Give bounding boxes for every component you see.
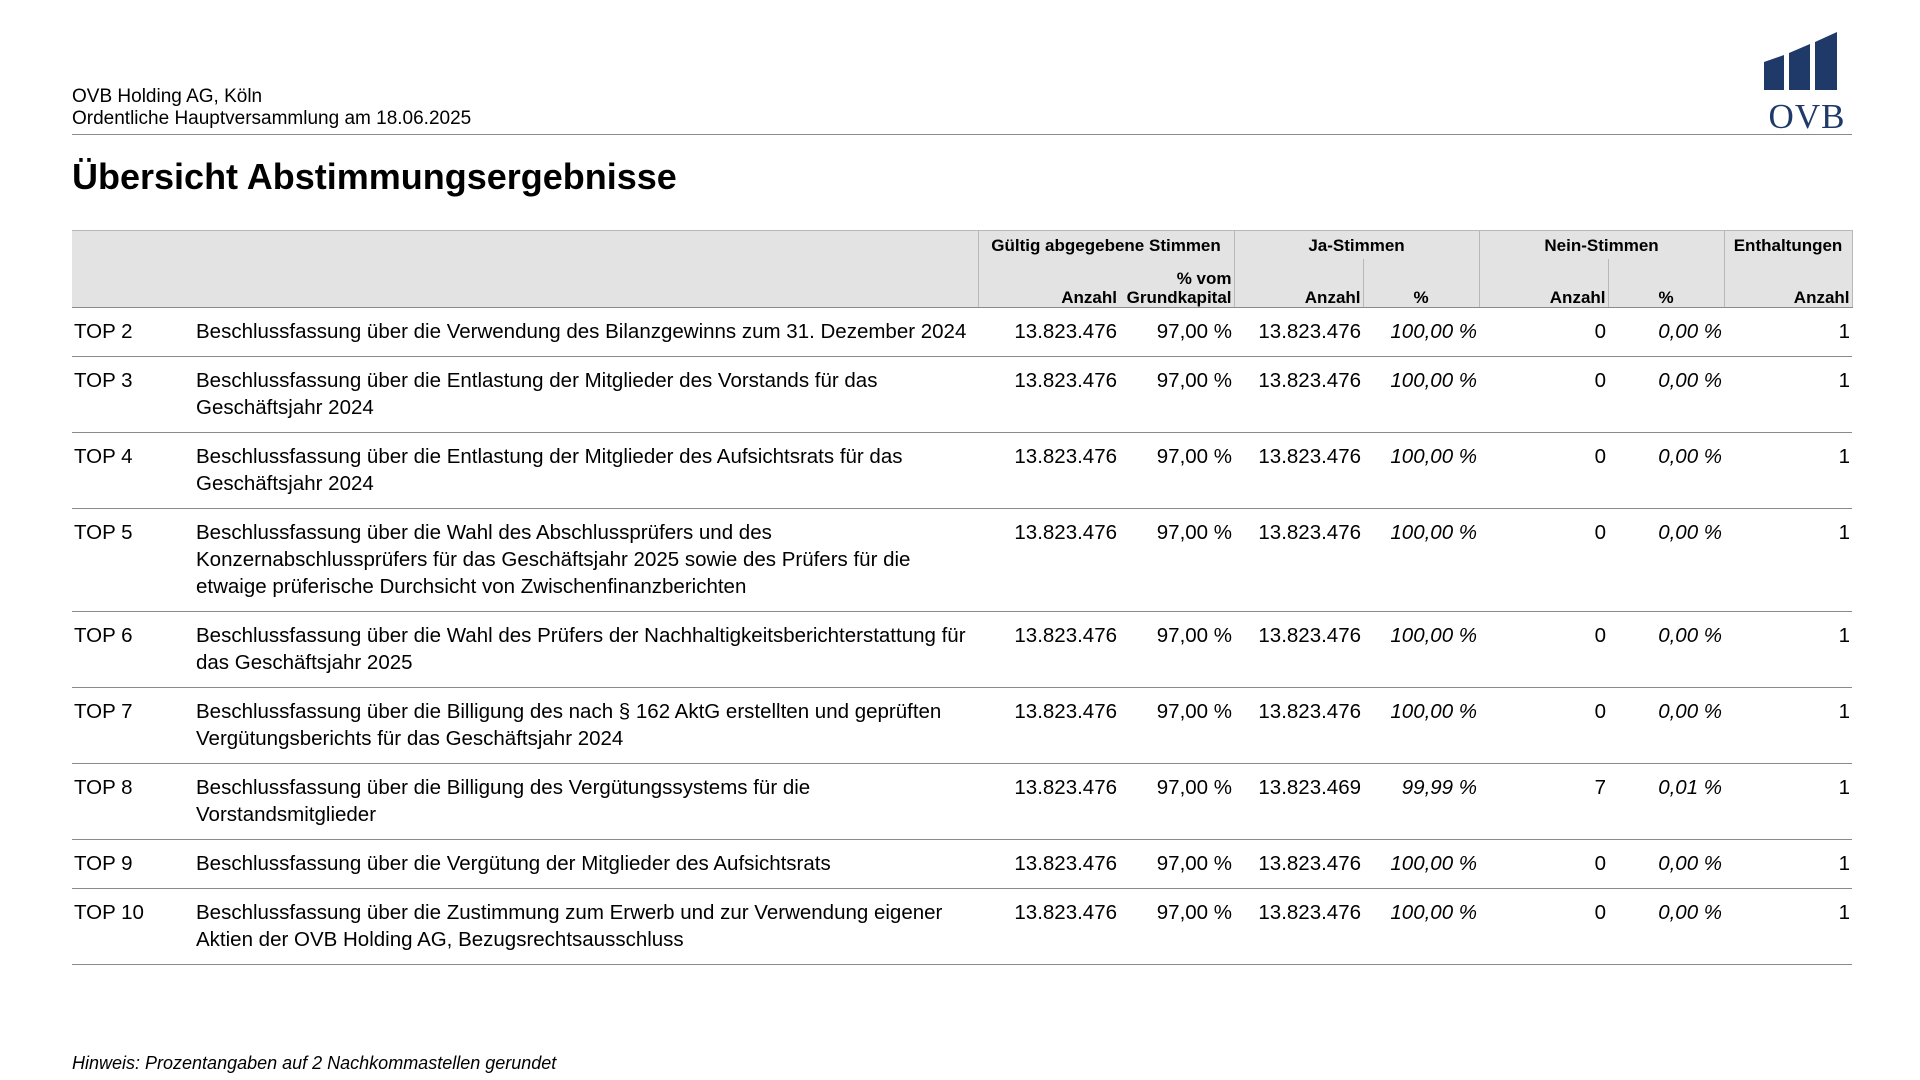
header-yes-count: Anzahl xyxy=(1234,259,1363,308)
yes-votes-count: 13.823.476 xyxy=(1234,357,1363,433)
header-valid-count: Anzahl xyxy=(978,259,1119,308)
valid-votes-count: 13.823.476 xyxy=(978,764,1119,840)
header-yes-votes: Ja-Stimmen xyxy=(1234,231,1479,260)
valid-votes-count: 13.823.476 xyxy=(978,688,1119,764)
rounding-note: Hinweis: Prozentangaben auf 2 Nachkommastellen gerundet xyxy=(72,1053,557,1073)
header-valid-votes: Gültig abgegebene Stimmen xyxy=(978,231,1234,260)
yes-votes-pct: 100,00 % xyxy=(1363,612,1479,688)
no-votes-count: 0 xyxy=(1479,840,1608,889)
header-blank xyxy=(194,259,978,308)
valid-votes-count: 13.823.476 xyxy=(978,357,1119,433)
agenda-item-description: Beschlussfassung über die Entlastung der Mitglieder des Vorstands für das Geschäftsjahr 2024 xyxy=(194,357,978,433)
yes-votes-pct: 100,00 % xyxy=(1363,509,1479,612)
valid-votes-pct-capital: 97,00 % xyxy=(1119,612,1234,688)
no-votes-pct: 0,01 % xyxy=(1608,764,1724,840)
header-no-votes: Nein-Stimmen xyxy=(1479,231,1724,260)
valid-votes-pct-capital: 97,00 % xyxy=(1119,889,1234,965)
header-yes-pct: % xyxy=(1363,259,1479,308)
header-no-pct: % xyxy=(1608,259,1724,308)
table-row xyxy=(72,509,1852,612)
results-body xyxy=(72,308,1852,965)
valid-votes-count: 13.823.476 xyxy=(978,889,1119,965)
company-name: OVB Holding AG, Köln xyxy=(72,86,263,107)
header-valid-pct-capital: % vom Grundkapital xyxy=(1119,259,1234,308)
agenda-item-description: Beschlussfassung über die Wahl des Prüfers der Nachhaltigkeitsberichterstattung für das Geschäftsjahr 2025 xyxy=(194,612,978,688)
abstentions-count: 1 xyxy=(1724,509,1852,612)
document-page xyxy=(72,0,1852,1080)
ovb-logo xyxy=(1762,28,1852,132)
no-votes-count: 0 xyxy=(1479,433,1608,509)
yes-votes-pct: 100,00 % xyxy=(1363,889,1479,965)
agenda-item-description: Beschlussfassung über die Billigung des nach § 162 AktG erstellten und geprüften Vergütungsberichts für das Geschäftsjahr 2024 xyxy=(194,688,978,764)
valid-votes-count: 13.823.476 xyxy=(978,433,1119,509)
yes-votes-pct: 100,00 % xyxy=(1363,433,1479,509)
yes-votes-pct: 100,00 % xyxy=(1363,688,1479,764)
table-row xyxy=(72,889,1852,965)
abstentions-count: 1 xyxy=(1724,764,1852,840)
valid-votes-pct-capital: 97,00 % xyxy=(1119,357,1234,433)
abstentions-count: 1 xyxy=(1724,840,1852,889)
agenda-item-description: Beschlussfassung über die Wahl des Abschlussprüfers und des Konzernabschlussprüfers für das Geschäftsjahr 2025 sowie des Prüfers für die etwaige prüferische Durchsicht von Zwischenfinanzberichten xyxy=(194,509,978,612)
table-row xyxy=(72,764,1852,840)
no-votes-count: 0 xyxy=(1479,889,1608,965)
yes-votes-count: 13.823.476 xyxy=(1234,889,1363,965)
no-votes-count: 0 xyxy=(1479,688,1608,764)
agenda-item-description: Beschlussfassung über die Zustimmung zum Erwerb und zur Verwendung eigener Aktien der OVB Holding AG, Bezugsrechtsausschluss xyxy=(194,889,978,965)
table-row xyxy=(72,840,1852,889)
valid-votes-pct-capital: 97,00 % xyxy=(1119,840,1234,889)
header-blank xyxy=(72,231,194,260)
header-row-sub xyxy=(72,259,1852,308)
valid-votes-count: 13.823.476 xyxy=(978,509,1119,612)
valid-votes-pct-capital: 97,00 % xyxy=(1119,764,1234,840)
voting-results-table xyxy=(72,230,1853,965)
no-votes-pct: 0,00 % xyxy=(1608,612,1724,688)
no-votes-count: 0 xyxy=(1479,357,1608,433)
valid-votes-count: 13.823.476 xyxy=(978,612,1119,688)
yes-votes-count: 13.823.476 xyxy=(1234,433,1363,509)
meeting-date: Ordentliche Hauptversammlung am 18.06.2025 xyxy=(72,108,472,129)
no-votes-pct: 0,00 % xyxy=(1608,308,1724,357)
yes-votes-count: 13.823.476 xyxy=(1234,612,1363,688)
page-title: Übersicht Abstimmungsergebnisse xyxy=(72,156,677,197)
no-votes-count: 0 xyxy=(1479,612,1608,688)
header-blank xyxy=(194,231,978,260)
agenda-item-number: TOP 8 xyxy=(72,764,194,840)
yes-votes-count: 13.823.476 xyxy=(1234,509,1363,612)
valid-votes-pct-capital: 97,00 % xyxy=(1119,688,1234,764)
valid-votes-count: 13.823.476 xyxy=(978,308,1119,357)
agenda-item-number: TOP 2 xyxy=(72,308,194,357)
header-abstain-count: Anzahl xyxy=(1724,259,1852,308)
abstentions-count: 1 xyxy=(1724,688,1852,764)
agenda-item-description: Beschlussfassung über die Verwendung des Bilanzgewinns zum 31. Dezember 2024 xyxy=(194,308,978,357)
abstentions-count: 1 xyxy=(1724,357,1852,433)
logo-text: OVB xyxy=(1768,97,1846,132)
no-votes-pct: 0,00 % xyxy=(1608,840,1724,889)
yes-votes-pct: 99,99 % xyxy=(1363,764,1479,840)
agenda-item-description: Beschlussfassung über die Vergütung der Mitglieder des Aufsichtsrats xyxy=(194,840,978,889)
table-row xyxy=(72,688,1852,764)
agenda-item-description: Beschlussfassung über die Billigung des Vergütungssystems für die Vorstandsmitglieder xyxy=(194,764,978,840)
no-votes-count: 0 xyxy=(1479,509,1608,612)
no-votes-pct: 0,00 % xyxy=(1608,433,1724,509)
no-votes-pct: 0,00 % xyxy=(1608,509,1724,612)
table-row xyxy=(72,433,1852,509)
abstentions-count: 1 xyxy=(1724,889,1852,965)
no-votes-count: 0 xyxy=(1479,308,1608,357)
abstentions-count: 1 xyxy=(1724,308,1852,357)
no-votes-pct: 0,00 % xyxy=(1608,688,1724,764)
yes-votes-pct: 100,00 % xyxy=(1363,308,1479,357)
header-row-groups xyxy=(72,231,1852,260)
agenda-item-number: TOP 10 xyxy=(72,889,194,965)
agenda-item-number: TOP 9 xyxy=(72,840,194,889)
yes-votes-count: 13.823.476 xyxy=(1234,308,1363,357)
valid-votes-count: 13.823.476 xyxy=(978,840,1119,889)
agenda-item-number: TOP 5 xyxy=(72,509,194,612)
valid-votes-pct-capital: 97,00 % xyxy=(1119,308,1234,357)
yes-votes-pct: 100,00 % xyxy=(1363,840,1479,889)
abstentions-count: 1 xyxy=(1724,433,1852,509)
no-votes-pct: 0,00 % xyxy=(1608,889,1724,965)
header-blank xyxy=(72,259,194,308)
no-votes-count: 7 xyxy=(1479,764,1608,840)
agenda-item-number: TOP 3 xyxy=(72,357,194,433)
no-votes-pct: 0,00 % xyxy=(1608,357,1724,433)
valid-votes-pct-capital: 97,00 % xyxy=(1119,433,1234,509)
yes-votes-count: 13.823.469 xyxy=(1234,764,1363,840)
header-no-count: Anzahl xyxy=(1479,259,1608,308)
yes-votes-pct: 100,00 % xyxy=(1363,357,1479,433)
yes-votes-count: 13.823.476 xyxy=(1234,688,1363,764)
header-abstentions: Enthaltungen xyxy=(1724,231,1852,260)
abstentions-count: 1 xyxy=(1724,612,1852,688)
table-row xyxy=(72,308,1852,357)
agenda-item-number: TOP 6 xyxy=(72,612,194,688)
page-header xyxy=(72,86,1852,135)
table-row xyxy=(72,612,1852,688)
agenda-item-number: TOP 4 xyxy=(72,433,194,509)
table-row xyxy=(72,357,1852,433)
valid-votes-pct-capital: 97,00 % xyxy=(1119,509,1234,612)
agenda-item-description: Beschlussfassung über die Entlastung der Mitglieder des Aufsichtsrats für das Geschäftsjahr 2024 xyxy=(194,433,978,509)
yes-votes-count: 13.823.476 xyxy=(1234,840,1363,889)
agenda-item-number: TOP 7 xyxy=(72,688,194,764)
